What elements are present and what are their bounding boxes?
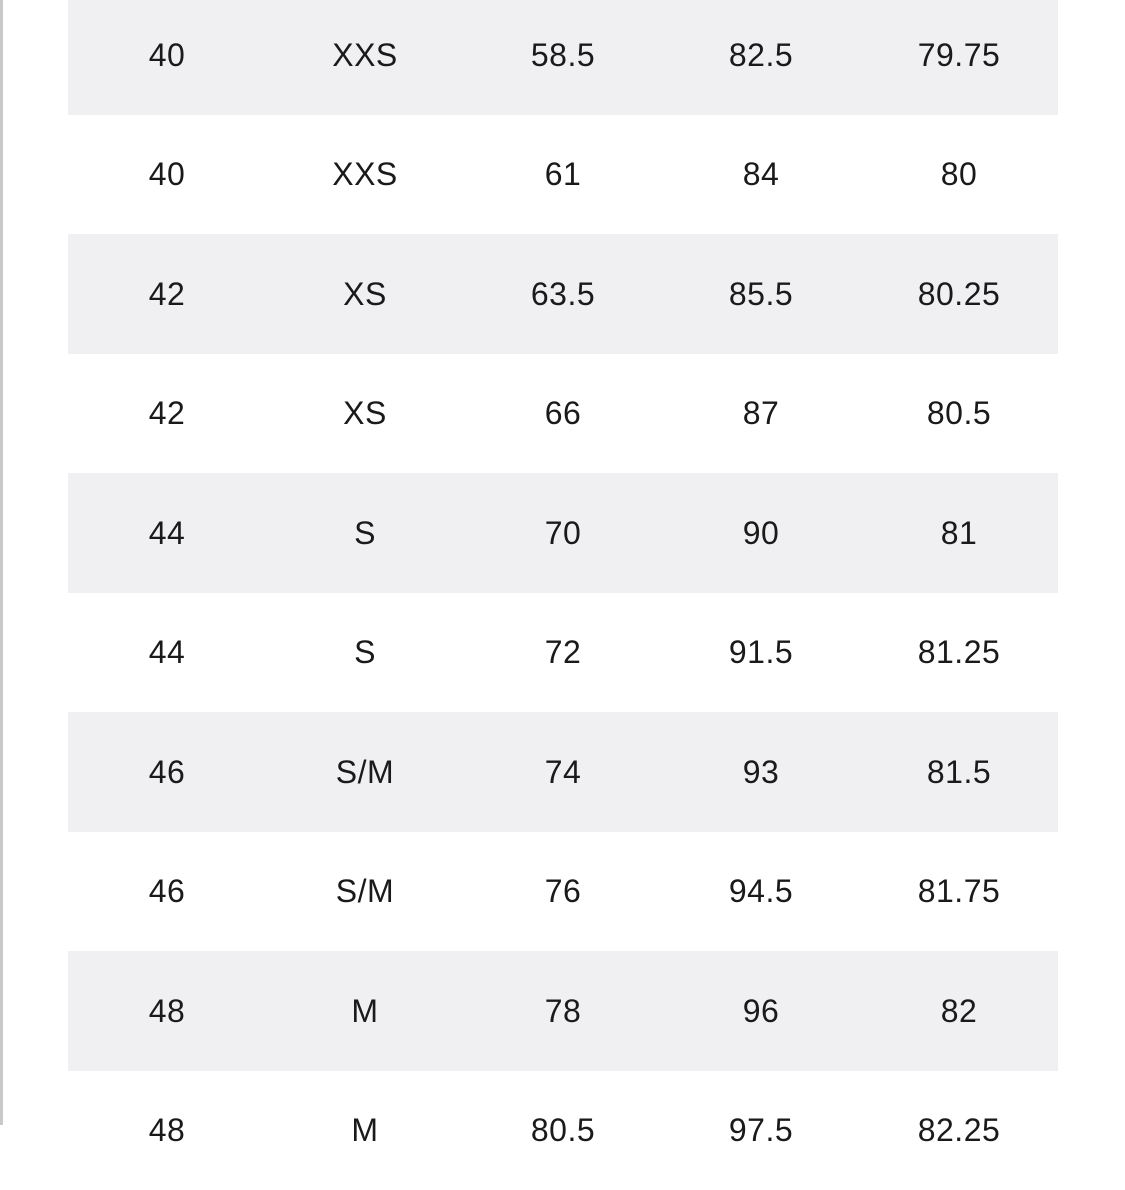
table-cell: 44 bbox=[68, 636, 266, 668]
table-cell: 63.5 bbox=[464, 278, 662, 310]
table-cell: 82.25 bbox=[860, 1114, 1058, 1146]
table-row bbox=[68, 234, 1058, 354]
table-row bbox=[68, 951, 1058, 1071]
table-cell: S bbox=[266, 517, 464, 549]
table-cell: 97.5 bbox=[662, 1114, 860, 1146]
table-cell: 40 bbox=[68, 39, 266, 71]
table-cell: 81.75 bbox=[860, 875, 1058, 907]
table-cell: 80.25 bbox=[860, 278, 1058, 310]
table-cell: 80.5 bbox=[860, 397, 1058, 429]
table-cell: 79.75 bbox=[860, 39, 1058, 71]
table-cell: 42 bbox=[68, 278, 266, 310]
table-cell: XS bbox=[266, 278, 464, 310]
table-cell: 81.5 bbox=[860, 756, 1058, 788]
table-cell: 61 bbox=[464, 158, 662, 190]
table-cell: 46 bbox=[68, 756, 266, 788]
table-cell: 70 bbox=[464, 517, 662, 549]
table-cell: S/M bbox=[266, 875, 464, 907]
table-cell: 42 bbox=[68, 397, 266, 429]
table-cell: XXS bbox=[266, 158, 464, 190]
table-cell: 58.5 bbox=[464, 39, 662, 71]
table-cell: 76 bbox=[464, 875, 662, 907]
table-cell: 84 bbox=[662, 158, 860, 190]
table-row bbox=[68, 832, 1058, 952]
table-cell: S/M bbox=[266, 756, 464, 788]
table-cell: 48 bbox=[68, 995, 266, 1027]
table-cell: 80.5 bbox=[464, 1114, 662, 1146]
table-cell: 72 bbox=[464, 636, 662, 668]
table-cell: 91.5 bbox=[662, 636, 860, 668]
table-cell: 94.5 bbox=[662, 875, 860, 907]
table-cell: 85.5 bbox=[662, 278, 860, 310]
table-cell: S bbox=[266, 636, 464, 668]
table-row bbox=[68, 473, 1058, 593]
table-cell: 48 bbox=[68, 1114, 266, 1146]
table-cell: 78 bbox=[464, 995, 662, 1027]
table-cell: M bbox=[266, 995, 464, 1027]
size-chart-table bbox=[68, 0, 1058, 1190]
table-cell: 81.25 bbox=[860, 636, 1058, 668]
table-row bbox=[68, 354, 1058, 474]
table-cell: 74 bbox=[464, 756, 662, 788]
table-cell: 93 bbox=[662, 756, 860, 788]
table-cell: 80 bbox=[860, 158, 1058, 190]
table-row bbox=[68, 593, 1058, 713]
table-row bbox=[68, 0, 1058, 115]
table-row bbox=[68, 1071, 1058, 1190]
left-border bbox=[0, 0, 3, 1125]
table-cell: 66 bbox=[464, 397, 662, 429]
table-cell: 81 bbox=[860, 517, 1058, 549]
table-cell: 40 bbox=[68, 158, 266, 190]
table-cell: 82 bbox=[860, 995, 1058, 1027]
table-cell: 90 bbox=[662, 517, 860, 549]
table-cell: 87 bbox=[662, 397, 860, 429]
table-cell: XXS bbox=[266, 39, 464, 71]
table-cell: 44 bbox=[68, 517, 266, 549]
table-row bbox=[68, 712, 1058, 832]
table-cell: 96 bbox=[662, 995, 860, 1027]
table-cell: M bbox=[266, 1114, 464, 1146]
table-cell: XS bbox=[266, 397, 464, 429]
table-cell: 82.5 bbox=[662, 39, 860, 71]
table-cell: 46 bbox=[68, 875, 266, 907]
table-row bbox=[68, 115, 1058, 235]
